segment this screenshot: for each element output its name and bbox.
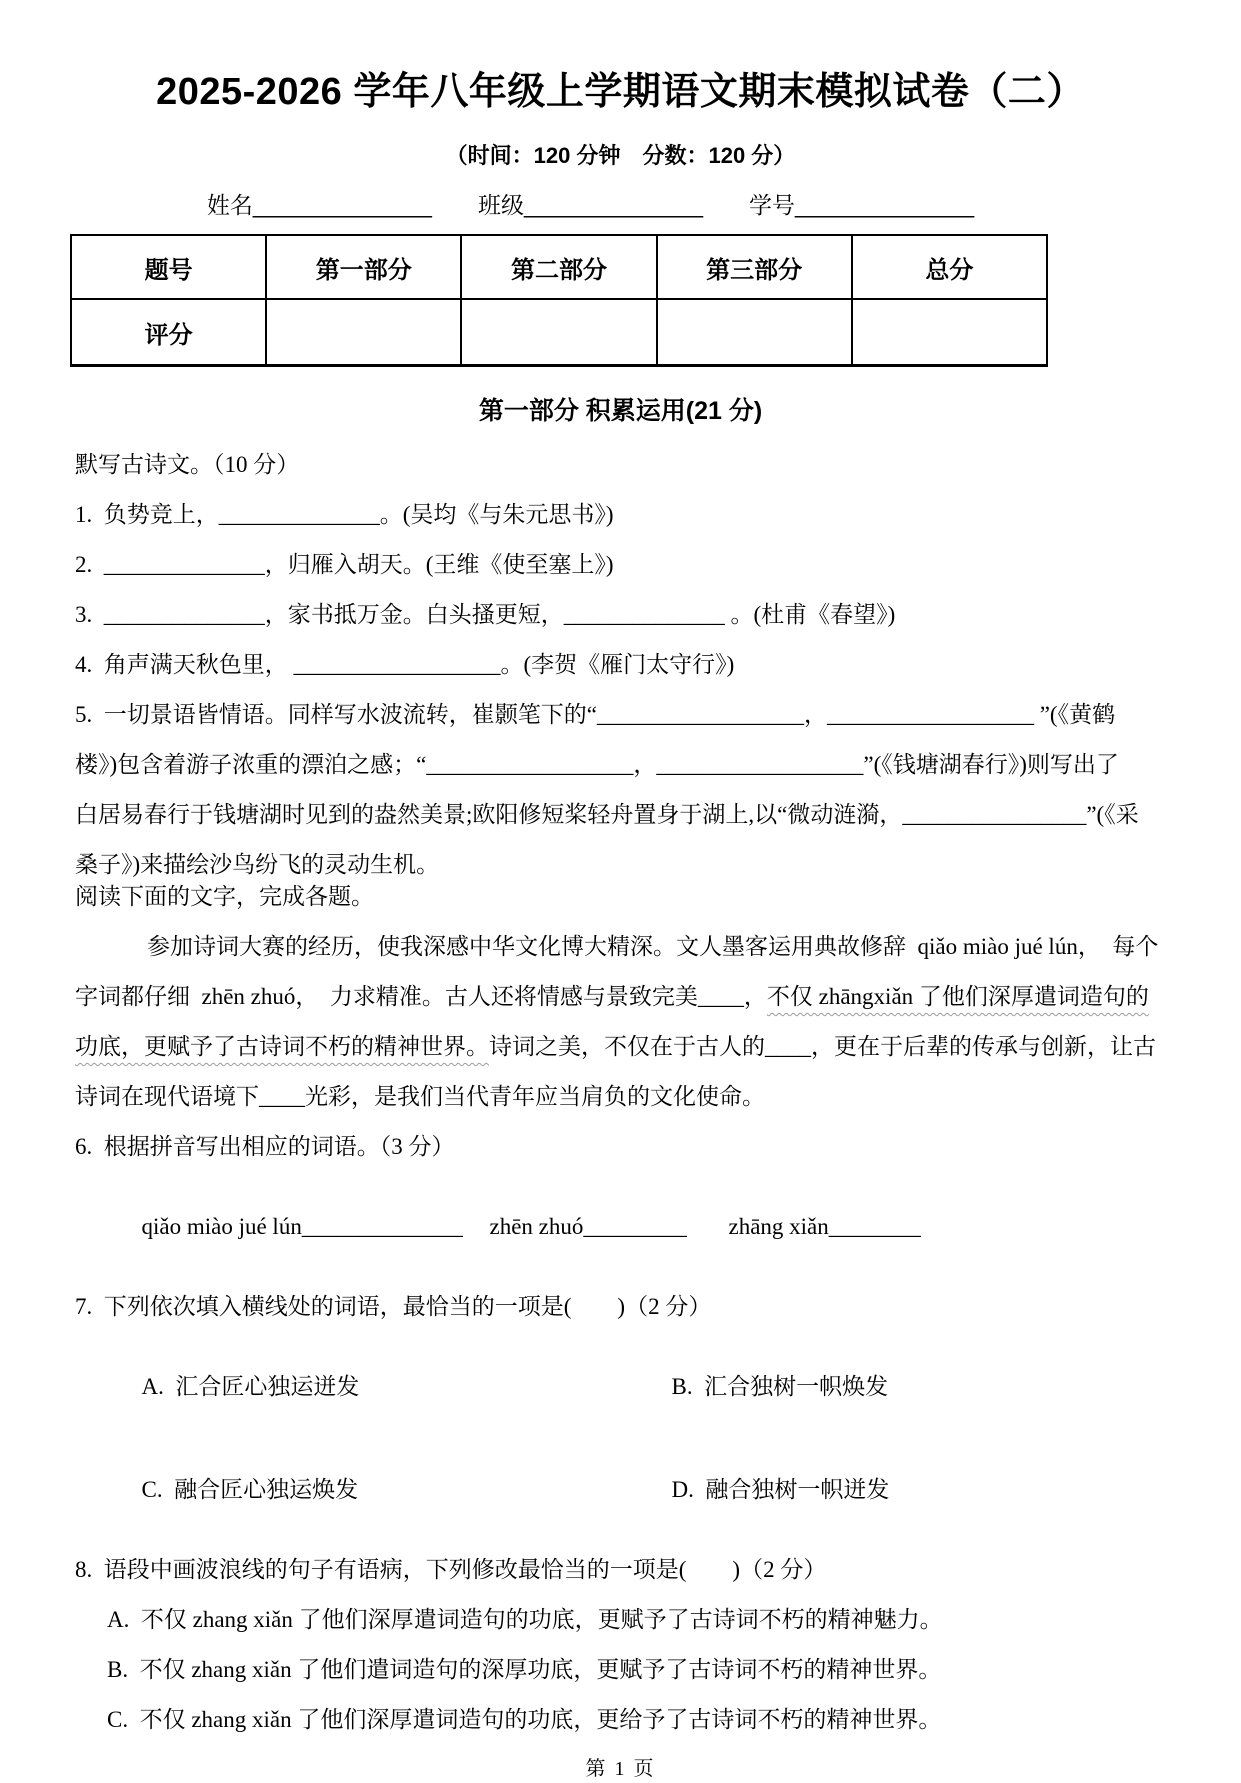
question-6-pinyin-row — [107, 1182, 1201, 1272]
passage-line1: 参加诗词大赛的经历，使我深感中华文化博大精深。文人墨客运用典故修辞 qiǎo miào jué lún， 每个 — [147, 934, 1159, 959]
passage-line3-plain: 诗词之美，不仅在于古人的____，更在于后辈的传承与创新，让古 — [489, 1034, 1156, 1059]
question-7-options-row1 — [107, 1342, 1201, 1432]
page-title: 2025-2026 学年八年级上学期语文期末模拟试卷（二） — [156, 71, 1085, 113]
question-8-option-c: C. 不仅 zhang xiǎn 了他们深厚遣词造句的功底，更给予了古诗词不朽的精神世界。 — [107, 1707, 942, 1732]
question-4: 4. 角声满天秋色里， __________________。(李贺《雁门太守行》) — [75, 652, 735, 677]
passage-line4: 诗词在现代语境下____光彩，是我们当代青年应当肩负的文化使命。 — [75, 1084, 765, 1109]
score-table-header-total: 总分 — [852, 235, 1047, 299]
score-table-header-row — [71, 235, 1047, 299]
question-2: 2. ______________，归雁入胡天。(王维《使至塞上》) — [75, 552, 614, 577]
score-table-header-part1: 第一部分 — [266, 235, 461, 299]
question-7-option-b: B. 汇合独树一帜焕发 — [671, 1374, 889, 1399]
name-field: 姓名______________ — [206, 192, 432, 218]
question-5-line1: 5. 一切景语皆情语。同样写水波流转，崔颢笔下的“__________________，__________________ ”(《黄鹤 — [75, 702, 1116, 727]
passage-line2 — [75, 982, 1201, 1012]
score-cell-total — [852, 299, 1047, 366]
passage-wavy-underline-end: 功底，更赋予了古诗词不朽的精神世界。 — [75, 1034, 489, 1059]
score-cell-part3 — [657, 299, 852, 366]
exam-time-score-note: （时间：120 分钟 分数：120 分） — [445, 143, 796, 168]
question-8-stem: 8. 语段中画波浪线的句子有语病，下列修改最恰当的一项是( )（2 分） — [75, 1557, 827, 1582]
pinyin-blank-1: qiǎo miào jué lún______________ — [141, 1214, 463, 1239]
score-table-header-part3: 第三部分 — [657, 235, 852, 299]
exam-paper-page — [0, 68, 1241, 1780]
question-7-option-d: D. 融合独树一帜迸发 — [671, 1477, 890, 1502]
question-7-options-row2 — [107, 1445, 1201, 1535]
question-5-line2: 楼》)包含着游子浓重的漂泊之感；“__________________，__________________”(《钱塘湖春行》)则写出了 — [75, 752, 1119, 777]
page-number: 第 1 页 — [585, 1758, 656, 1780]
dictation-intro: 默写古诗文。（10 分） — [75, 452, 300, 477]
question-5-line3: 白居易春行于钱塘湖时见到的盎然美景;欧阳修短桨轻舟置身于湖上,以“微动涟漪，________________”(《采 — [75, 802, 1139, 827]
student-info-row — [0, 190, 1211, 220]
score-row-label: 评分 — [71, 299, 266, 366]
question-7-stem: 7. 下列依次填入横线处的词语，最恰当的一项是( )（2 分） — [75, 1294, 712, 1319]
section1-content — [0, 450, 1241, 1735]
section1-heading: 第一部分 积累运用(21 分) — [478, 397, 763, 425]
pinyin-blank-2: zhēn zhuó_________ — [489, 1214, 687, 1239]
pinyin-blank-3: zhāng xiǎn________ — [728, 1214, 921, 1239]
question-7-option-c: C. 融合匠心独运焕发 — [141, 1477, 359, 1502]
reading-intro: 阅读下面的文字，完成各题。 — [75, 884, 374, 909]
score-table-score-row — [71, 299, 1047, 366]
question-3: 3. ______________，家书抵万金。白头搔更短，______________ 。(杜甫《春望》) — [75, 602, 896, 627]
score-table — [70, 234, 1048, 367]
score-cell-part1 — [266, 299, 461, 366]
passage-line2-plain: 字词都仔细 zhēn zhuó， 力求精准。古人还将情感与景致完美____， — [75, 984, 767, 1009]
score-cell-part2 — [461, 299, 656, 366]
passage-wavy-underline-start: 不仅 zhāngxiǎn 了他们深厚遣词造句的 — [766, 984, 1149, 1009]
score-table-header-question: 题号 — [71, 235, 266, 299]
class-field: 班级______________ — [477, 192, 704, 218]
question-8-option-b: B. 不仅 zhang xiǎn 了他们遣词造句的深厚功底，更赋予了古诗词不朽的精神世界。 — [107, 1657, 942, 1682]
question-8-option-a: A. 不仅 zhang xiǎn 了他们深厚遣词造句的功底，更赋予了古诗词不朽的精神魅力。 — [107, 1607, 943, 1632]
question-5-line4: 桑子》)来描绘沙鸟纷飞的灵动生机。 — [75, 852, 440, 877]
passage-line3 — [75, 1032, 1201, 1062]
student-id-field: 学号______________ — [749, 192, 975, 218]
score-table-header-part2: 第二部分 — [461, 235, 656, 299]
question-1: 1. 负势竞上，______________。(吴均《与朱元思书》) — [75, 502, 614, 527]
question-6-stem: 6. 根据拼音写出相应的词语。（3 分） — [75, 1134, 455, 1159]
question-7-option-a: A. 汇合匠心独运迸发 — [141, 1374, 360, 1399]
